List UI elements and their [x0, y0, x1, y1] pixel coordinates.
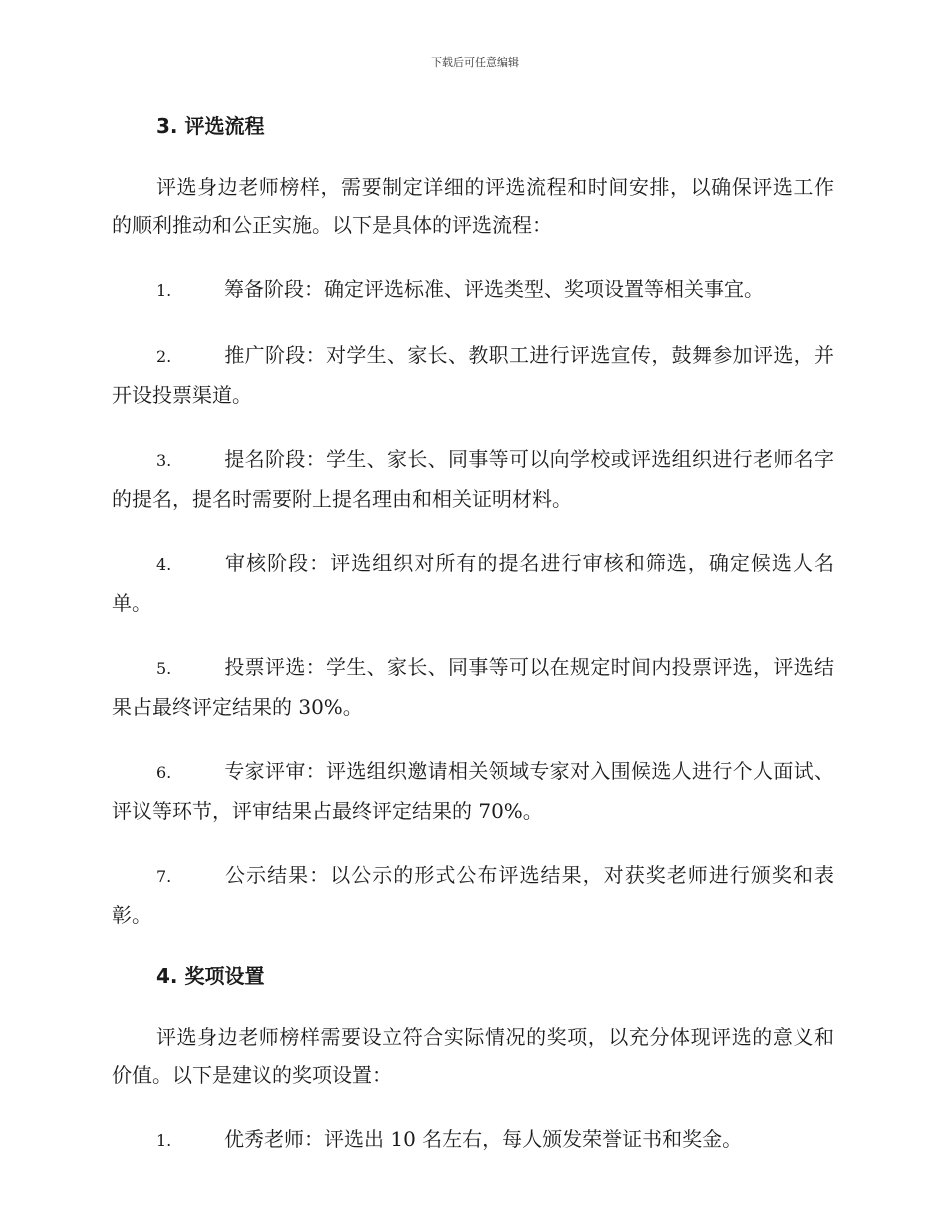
list-item	[112, 270, 834, 310]
list-item-text: 公示结果：以公示的形式公布评选结果，对获奖老师进行颁奖和表彰。	[112, 863, 834, 927]
list-item-text: 推广阶段：对学生、家长、教职工进行评选宣传，鼓舞参加评选，并开设投票渠道。	[112, 343, 834, 407]
list-item-number: 1.	[156, 281, 172, 300]
list-item-text: 专家评审：评选组织邀请相关领域专家对入围候选人进行个人面试、评议等环节，评审结果占最终评定结果的 70%。	[112, 759, 834, 823]
list-item-number: 7.	[156, 867, 172, 886]
section-heading-4: 4. 奖项设置	[156, 964, 265, 988]
list-item-number: 6.	[156, 763, 172, 782]
list-item	[112, 752, 834, 830]
list-item-number: 3.	[156, 451, 172, 470]
list-item-text: 筹备阶段：确定评选标准、评选类型、奖项设置等相关事宜。	[224, 277, 764, 301]
list-item-number: 2.	[156, 347, 172, 366]
list-item	[112, 1120, 834, 1160]
section-heading-3: 3. 评选流程	[156, 114, 265, 138]
document-body	[112, 110, 834, 1186]
section-intro-4: 评选身边老师榜样需要设立符合实际情况的奖项，以充分体现评选的意义和价值。以下是建议的奖项设置：	[112, 1025, 834, 1087]
list-item-number: 5.	[156, 659, 172, 678]
list-item	[112, 336, 834, 414]
list-item-number: 1.	[156, 1131, 172, 1150]
list-item	[112, 440, 834, 518]
list-item-text: 优秀老师：评选出 10 名左右，每人颁发荣誉证书和奖金。	[224, 1127, 743, 1151]
list-item-number: 4.	[156, 555, 172, 574]
list-item-text: 投票评选：学生、家长、同事等可以在规定时间内投票评选，评选结果占最终评定结果的 30%。	[112, 655, 834, 719]
list-item	[112, 544, 834, 622]
list-item	[112, 648, 834, 726]
list-item	[112, 856, 834, 934]
section-intro-3: 评选身边老师榜样，需要制定详细的评选流程和时间安排，以确保评选工作的顺利推动和公正实施。以下是具体的评选流程：	[112, 175, 834, 237]
list-item-text: 提名阶段：学生、家长、同事等可以向学校或评选组织进行老师名字的提名，提名时需要附上提名理由和相关证明材料。	[112, 447, 834, 511]
list-item-text: 审核阶段：评选组织对所有的提名进行审核和筛选，确定候选人名单。	[112, 551, 834, 615]
page-header: 下载后可任意编辑	[431, 56, 519, 69]
